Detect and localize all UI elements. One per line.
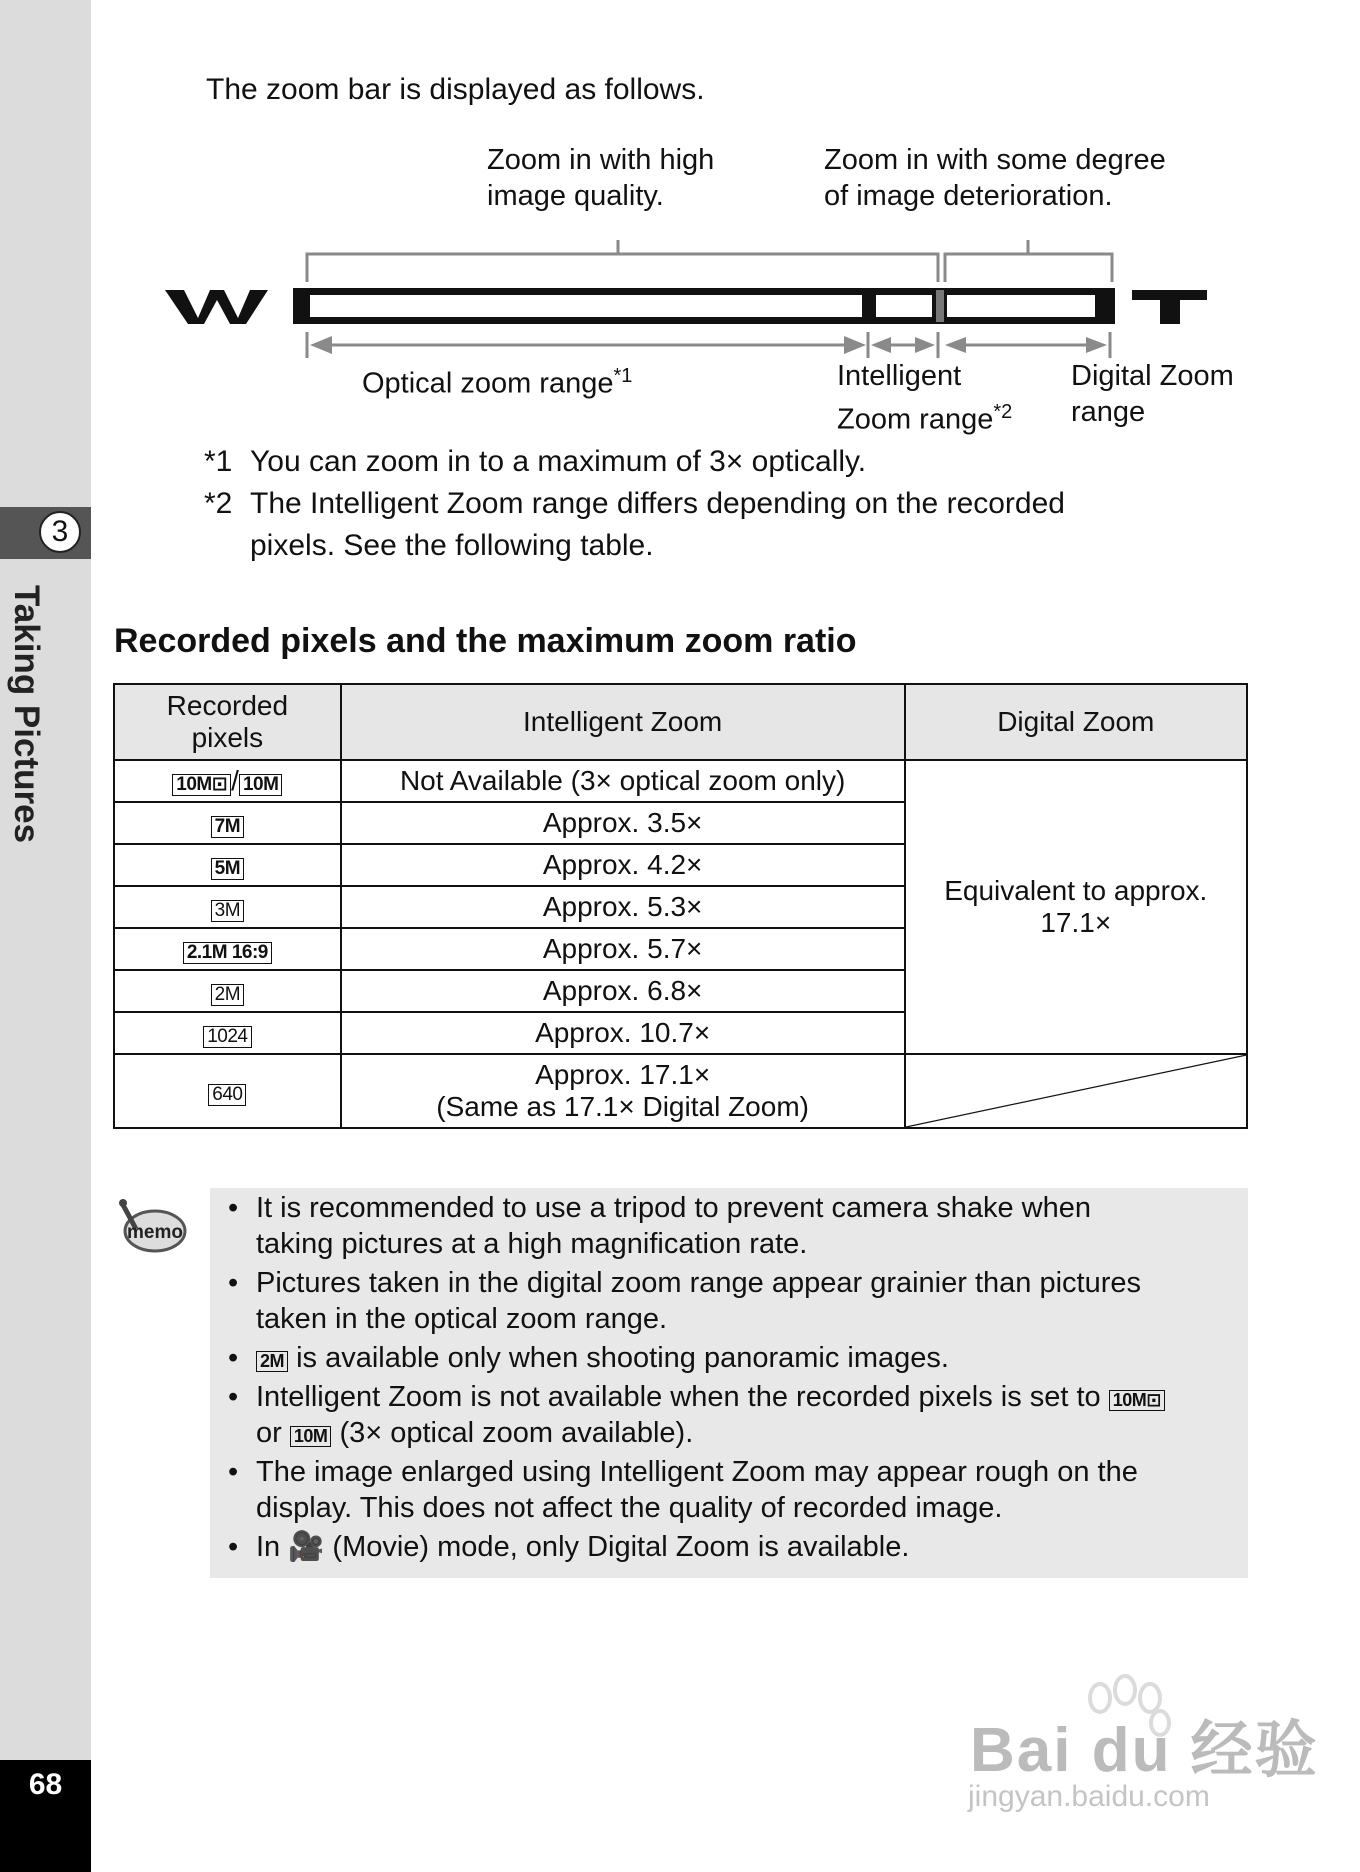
memo-item: • The image enlarged using Intelligent Zoom may appear rough on the display. This does not affect the quality of recorded image. — [224, 1454, 1244, 1526]
high-quality-label-line2: image quality. — [487, 180, 664, 212]
deterioration-label-line1: Zoom in with some degree — [824, 144, 1166, 176]
intelligent-cell: Not Available (3× optical zoom only) — [341, 760, 905, 802]
diagonal-line — [906, 1055, 1246, 1127]
intelligent-cell: Approx. 6.8× — [341, 970, 905, 1012]
zoom-ratio-table — [113, 683, 1248, 1129]
pixels-cell — [114, 1012, 341, 1054]
watermark-text: Bai du 经验 — [970, 1716, 1319, 1785]
size-2-1m-wide-icon: 2.1M 16:9 — [183, 942, 272, 964]
memo-item: • Pictures taken in the digital zoom range appear grainier than pictures taken in the optical zoom range. — [224, 1265, 1244, 1337]
table-row — [114, 760, 1247, 802]
footnote-2-line2: pixels. See the following table. — [250, 529, 654, 562]
optical-range-label: Optical zoom range$^{*1}$ — [362, 365, 633, 400]
pixels-cell — [114, 886, 341, 928]
movie-mode-icon: 🎥 — [288, 1531, 325, 1563]
memo-list — [224, 1190, 1244, 1568]
digital-zoom-cell: Equivalent to approx. 17.1× — [905, 760, 1247, 1054]
header-intelligent-zoom: Intelligent Zoom — [341, 684, 905, 760]
size-10m-wide-icon: 10M⊡ — [1109, 1390, 1165, 1411]
size-10m-icon: 10M — [239, 774, 282, 796]
size-5m-icon: 5M — [211, 858, 244, 880]
wide-w-icon — [165, 290, 268, 324]
size-3m-icon: 3M — [211, 900, 244, 922]
zoom-bar-diagram — [160, 240, 1240, 370]
pixels-cell: 10M⊡ / 10M — [114, 760, 341, 802]
svg-text:memo: memo — [127, 1222, 183, 1243]
size-2m-icon: 2M — [256, 1351, 288, 1372]
intelligent-cell: Approx. 5.3× — [341, 886, 905, 928]
memo-item: • 2M is available only when shooting panoramic images. — [224, 1340, 1244, 1376]
size-2m-icon: 2M — [211, 984, 244, 1006]
pixels-cell — [114, 970, 341, 1012]
memo-icon — [118, 1195, 188, 1255]
section-title: Recorded pixels and the maximum zoom ratio — [114, 622, 857, 660]
page-number: 68 — [28, 1768, 63, 1801]
header-recorded-pixels: Recorded pixels — [114, 684, 341, 760]
pixels-cell — [114, 1054, 341, 1128]
size-1024-icon: 1024 — [203, 1026, 251, 1048]
intelligent-cell: Approx. 17.1× (Same as 17.1× Digital Zoom) — [341, 1054, 905, 1128]
table-row — [114, 1054, 1247, 1128]
digital-range-label-line1: Digital Zoom — [1071, 360, 1234, 392]
high-quality-label-line1: Zoom in with high — [487, 144, 715, 176]
size-10m-wide-icon: 10M⊡ — [172, 774, 231, 796]
deterioration-bracket — [945, 240, 1112, 282]
intelligent-cell: Approx. 4.2× — [341, 844, 905, 886]
intelligent-range-label-line1: Intelligent — [837, 360, 962, 392]
intelligent-range-label-line2: Zoom range$^{*2}$ — [837, 401, 1013, 436]
intelligent-cell: Approx. 10.7× — [341, 1012, 905, 1054]
intro-text: The zoom bar is displayed as follows. — [206, 73, 705, 106]
intelligent-cell: Approx. 3.5× — [341, 802, 905, 844]
table-header-row — [114, 684, 1247, 760]
pixels-cell — [114, 928, 341, 970]
footnote-2-mark: *2 — [204, 487, 233, 520]
watermark-url: jingyan.baidu.com — [968, 1780, 1210, 1813]
footnote-2-line1: The Intelligent Zoom range differs depending on the recorded — [250, 487, 1065, 520]
size-640-icon: 640 — [208, 1084, 246, 1106]
chapter-title: Taking Pictures — [7, 585, 46, 844]
footnote-1-text: You can zoom in to a maximum of 3× optically. — [250, 445, 867, 478]
memo-item: • In 🎥 (Movie) mode, only Digital Zoom is available. — [224, 1529, 1244, 1565]
digital-range-label-line2: range — [1071, 396, 1146, 428]
intelligent-cell: Approx. 5.7× — [341, 928, 905, 970]
tele-t-icon — [1132, 290, 1207, 324]
pixels-cell — [114, 802, 341, 844]
footnote-1-mark: *1 — [204, 445, 233, 478]
memo-item: • Intelligent Zoom is not available when the recorded pixels is set to 10M⊡ or 10M (3× optical zoom available). — [224, 1379, 1244, 1451]
pixels-cell — [114, 844, 341, 886]
size-7m-icon: 7M — [211, 816, 244, 838]
size-10m-icon: 10M — [290, 1426, 332, 1447]
sidebar-strip — [0, 0, 91, 1872]
header-digital-zoom: Digital Zoom — [905, 684, 1247, 760]
range-arrows — [307, 332, 1110, 358]
deterioration-label-line2: of image deterioration. — [824, 180, 1113, 212]
chapter-number: 3 — [39, 511, 81, 553]
not-applicable-cell — [905, 1054, 1247, 1128]
zoom-bar — [293, 288, 1115, 324]
quality-bracket — [307, 240, 938, 282]
memo-item: • It is recommended to use a tripod to prevent camera shake when taking pictures at a high magnification rate. — [224, 1190, 1244, 1262]
